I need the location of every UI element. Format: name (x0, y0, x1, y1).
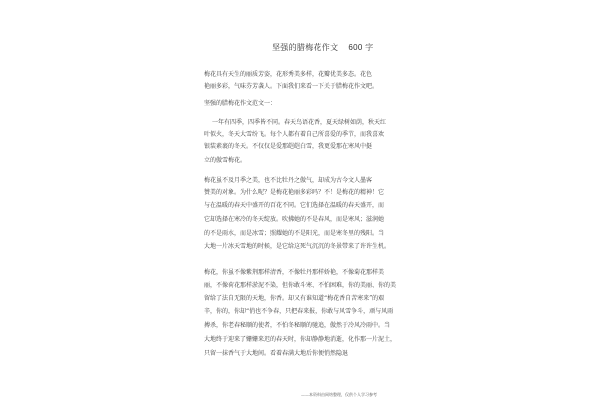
paragraph-line: 只留一抹香气于大地间。看着春满大地后你便悄然隐退 (204, 350, 349, 357)
section-heading: 坚强的腊梅花作文范文一： (204, 100, 277, 107)
footer-note: ——本资料由网络整理，仅供个人学习参考 (301, 392, 377, 397)
paragraph-line: 大地终于迎来了姗姗来迟的春天时，你却静静地消逝，化作那一片泥土， (204, 336, 397, 343)
paragraph-line: 银装素裹的冬天。不仅仅是爱那皑皑白雪，我更爱那在寒风中挺 (204, 143, 373, 150)
paragraph-line: 辛，你的，你却“俏也不争春，只把春来报，你敢与风雪争斗，顽与风雨 (204, 308, 394, 315)
paragraph-line: 留给了法自无限的天地，你香。却又有谁知道“梅花香自苦寒来”的艰 (204, 295, 385, 302)
document-title: 坚强的腊梅花作文 (272, 43, 339, 52)
paragraph-line: 梅花虽不及月季之美，也不比牡丹之傲气，却成为古今文人墨客 (204, 177, 373, 184)
word-count: 600 字 (348, 43, 374, 52)
paragraph-line: 的不是雨水，而是冰雪；照耀她的不是阳光，而是寒冬里的残阳。当 (204, 230, 385, 237)
paragraph-line: 搏杀，你老春秘顺的使者，不怕冬秘顺的驰追，傲然于冷风冷雨中。当 (204, 322, 391, 329)
paragraph-line: 一年有四季，四季皆不同。春天鸟语花香，夏天绿树如荫，秋天红 (212, 119, 387, 126)
paragraph-line: 梅花具有天生的丽质芳姿，花形秀美多样，花瓣优美多态。花色 (204, 71, 373, 78)
paragraph-line: 丽，不像荷花那样淤泥不染，但你敢斗寒、不怕困难，你的美丽、你的美 (204, 282, 397, 289)
paragraph-line: 赞美的对象。为什么呢？是梅花艳丽多彩吗？不！是梅花的精神！它 (204, 189, 385, 196)
document-title-row (272, 42, 373, 53)
paragraph-line: 叶似火，冬天大雪纷飞。每个人都有着自己所喜爱的季节，而我喜欢 (204, 131, 385, 138)
paragraph-line: 大地一片冰天雪地的时候，是它给这死气沉沉的冬景带来了许许生机。 (204, 243, 391, 250)
paragraph-line: 艳丽多彩，气味芬芳袭人。下面我们来看一下关于腊梅花作文吧。 (204, 83, 379, 90)
paragraph-line: 它却选择在寒冷的冬天绽放。吹拂她的不是春风，而是寒风；滋润她 (204, 216, 385, 223)
paragraph-line: 梅花，你虽不像紫荆那样清香，不像牡丹那样娇艳，不像菊花那样美 (204, 269, 385, 276)
paragraph-line: 立的傲雪梅花。 (204, 157, 247, 164)
paragraph-line: 与在温暖的春天中盛开的百花不同。它们选择在温暖的春天盛开，而 (204, 202, 385, 209)
